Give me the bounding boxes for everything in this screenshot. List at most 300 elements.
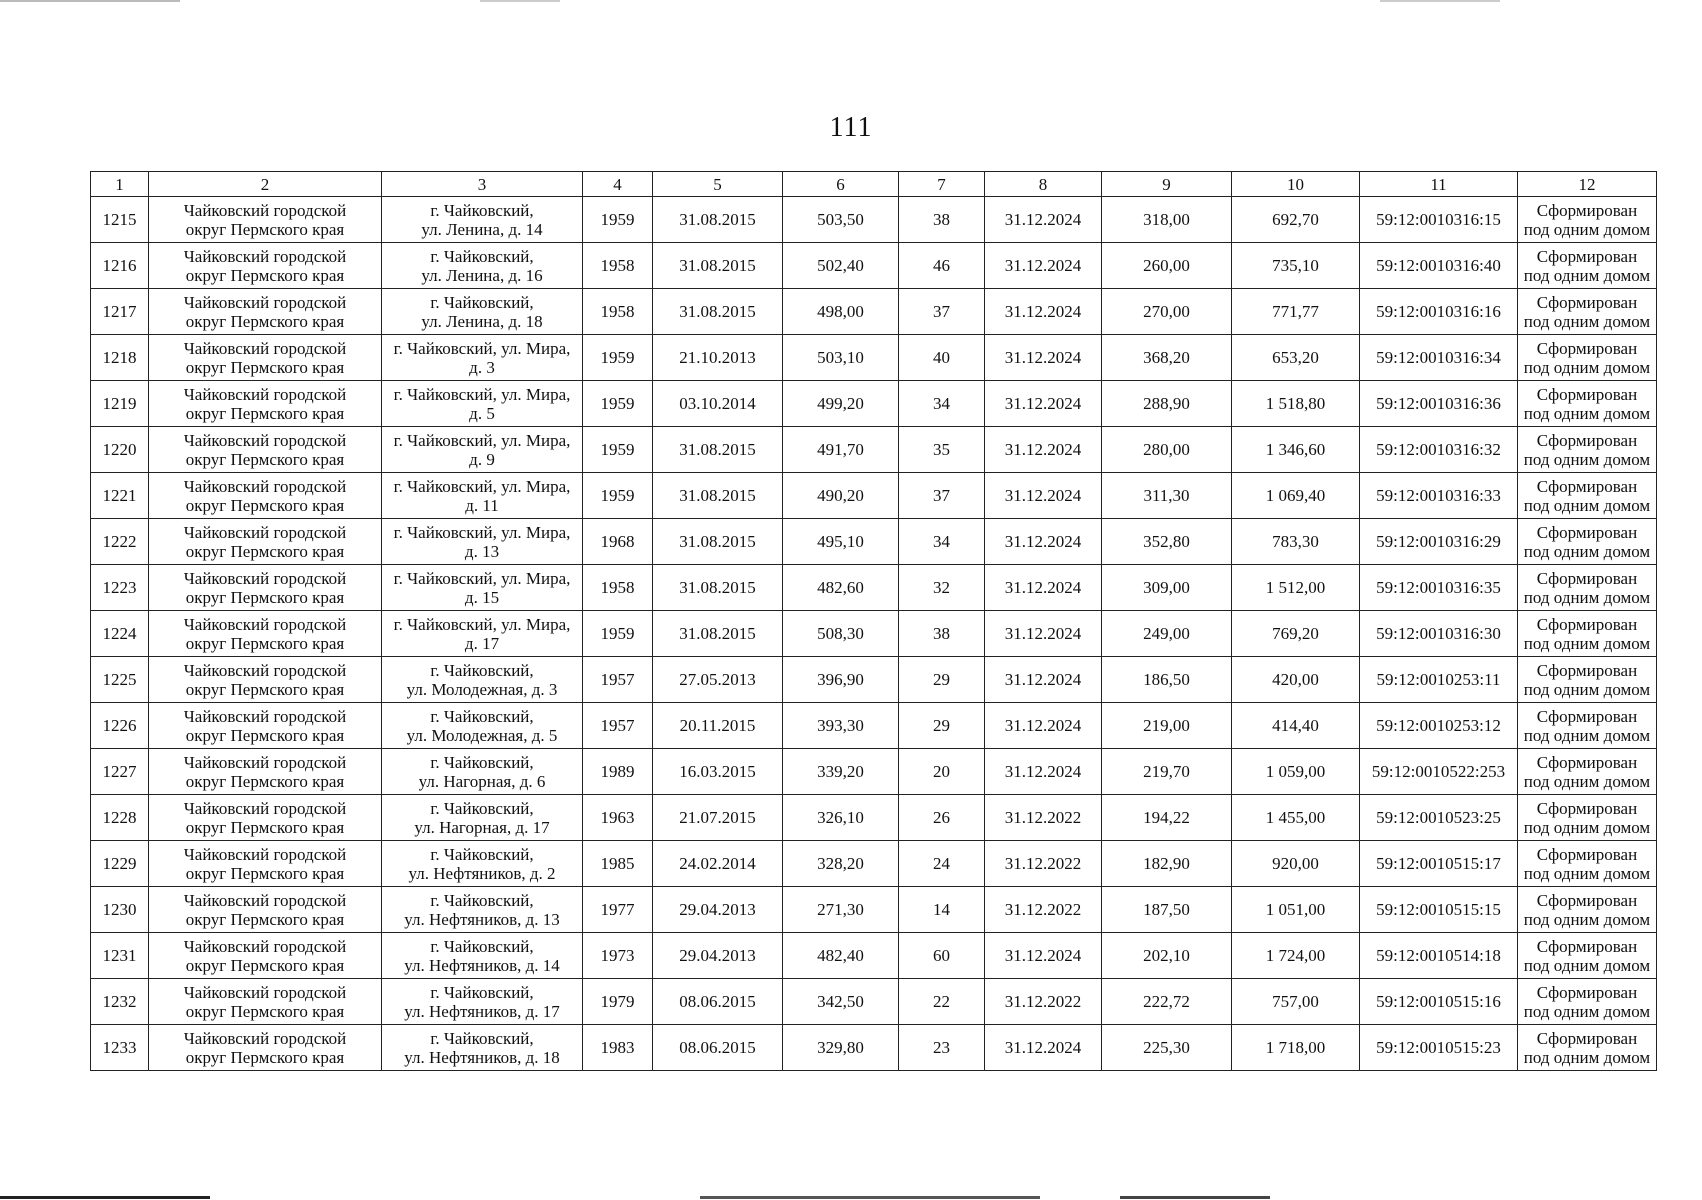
- cadastral-number-cell: 59:12:0010316:35: [1360, 565, 1518, 611]
- municipality-cell-line: округ Пермского края: [185, 633, 345, 653]
- column-number: 1: [91, 172, 149, 197]
- address-cell-line: ул. Молодежная, д. 3: [406, 679, 558, 699]
- column-number: 5: [653, 172, 783, 197]
- address-cell: [382, 473, 583, 519]
- value-cell: 368,20: [1102, 335, 1232, 381]
- count-cell: 35: [899, 427, 985, 473]
- table-row: [91, 243, 1657, 289]
- municipality-cell-line: округ Пермского края: [185, 863, 345, 883]
- deadline-cell: 31.12.2024: [985, 473, 1102, 519]
- cadastral-number-cell: 59:12:0010316:34: [1360, 335, 1518, 381]
- municipality-cell-line: Чайковский городской: [183, 982, 347, 1002]
- table-row: [91, 749, 1657, 795]
- status-cell-line: под одним домом: [1523, 725, 1651, 745]
- year-cell: 1959: [583, 611, 653, 657]
- row-number: 1220: [91, 427, 149, 473]
- address-cell: [382, 381, 583, 427]
- value-cell: 311,30: [1102, 473, 1232, 519]
- year-cell: 1959: [583, 381, 653, 427]
- count-cell: 14: [899, 887, 985, 933]
- municipality-cell-line: округ Пермского края: [185, 587, 345, 607]
- area-cell: 339,20: [783, 749, 899, 795]
- municipality-cell-line: округ Пермского края: [185, 219, 345, 239]
- municipality-cell-line: Чайковский городской: [183, 522, 347, 542]
- municipality-cell-line: округ Пермского края: [185, 771, 345, 791]
- cadastral-number-cell: 59:12:0010316:36: [1360, 381, 1518, 427]
- area-cell: 499,20: [783, 381, 899, 427]
- status-cell-line: Сформирован: [1536, 982, 1638, 1002]
- status-cell: [1518, 289, 1657, 335]
- municipality-cell-line: Чайковский городской: [183, 476, 347, 496]
- deadline-cell: 31.12.2024: [985, 335, 1102, 381]
- status-cell-line: под одним домом: [1523, 587, 1651, 607]
- municipality-cell: [149, 335, 382, 381]
- table-row: [91, 381, 1657, 427]
- status-cell: [1518, 1025, 1657, 1071]
- status-cell: [1518, 335, 1657, 381]
- area-cell: 329,80: [783, 1025, 899, 1071]
- cadastral-number-cell: 59:12:0010515:16: [1360, 979, 1518, 1025]
- address-cell-line: г. Чайковский, ул. Мира,: [393, 384, 571, 404]
- date-cell: 31.08.2015: [653, 473, 783, 519]
- municipality-cell-line: округ Пермского края: [185, 679, 345, 699]
- column-number: 7: [899, 172, 985, 197]
- value-cell: 186,50: [1102, 657, 1232, 703]
- land-area-cell: 1 051,00: [1232, 887, 1360, 933]
- address-cell-line: ул. Нефтяников, д. 17: [404, 1001, 560, 1021]
- address-cell-line: ул. Ленина, д. 16: [421, 265, 543, 285]
- status-cell-line: Сформирован: [1536, 522, 1638, 542]
- year-cell: 1973: [583, 933, 653, 979]
- column-number: 2: [149, 172, 382, 197]
- municipality-cell-line: Чайковский городской: [183, 752, 347, 772]
- row-number: 1215: [91, 197, 149, 243]
- status-cell-line: под одним домом: [1523, 955, 1651, 975]
- status-cell-line: Сформирован: [1536, 246, 1638, 266]
- table-row: [91, 611, 1657, 657]
- housing-register-table: [90, 171, 1657, 1071]
- land-area-cell: 735,10: [1232, 243, 1360, 289]
- status-cell-line: Сформирован: [1536, 338, 1638, 358]
- status-cell-line: Сформирован: [1536, 660, 1638, 680]
- status-cell-line: под одним домом: [1523, 1001, 1651, 1021]
- year-cell: 1958: [583, 243, 653, 289]
- land-area-cell: 757,00: [1232, 979, 1360, 1025]
- land-area-cell: 1 069,40: [1232, 473, 1360, 519]
- area-cell: 491,70: [783, 427, 899, 473]
- date-cell: 16.03.2015: [653, 749, 783, 795]
- municipality-cell-line: округ Пермского края: [185, 541, 345, 561]
- municipality-cell: [149, 427, 382, 473]
- year-cell: 1968: [583, 519, 653, 565]
- status-cell-line: Сформирован: [1536, 844, 1638, 864]
- area-cell: 482,40: [783, 933, 899, 979]
- land-area-cell: 420,00: [1232, 657, 1360, 703]
- municipality-cell-line: Чайковский городской: [183, 384, 347, 404]
- date-cell: 29.04.2013: [653, 887, 783, 933]
- address-cell-line: ул. Нефтяников, д. 2: [408, 863, 556, 883]
- cadastral-number-cell: 59:12:0010523:25: [1360, 795, 1518, 841]
- status-cell: [1518, 887, 1657, 933]
- column-number: 8: [985, 172, 1102, 197]
- deadline-cell: 31.12.2022: [985, 841, 1102, 887]
- municipality-cell-line: округ Пермского края: [185, 817, 345, 837]
- address-cell-line: ул. Молодежная, д. 5: [406, 725, 558, 745]
- deadline-cell: 31.12.2024: [985, 703, 1102, 749]
- address-cell-line: г. Чайковский,: [430, 200, 534, 220]
- status-cell-line: Сформирован: [1536, 614, 1638, 634]
- address-cell-line: ул. Ленина, д. 14: [421, 219, 543, 239]
- column-number: 9: [1102, 172, 1232, 197]
- year-cell: 1959: [583, 427, 653, 473]
- status-cell-line: под одним домом: [1523, 403, 1651, 423]
- land-area-cell: 1 455,00: [1232, 795, 1360, 841]
- count-cell: 34: [899, 381, 985, 427]
- status-cell-line: Сформирован: [1536, 568, 1638, 588]
- municipality-cell: [149, 933, 382, 979]
- year-cell: 1959: [583, 335, 653, 381]
- address-cell: [382, 657, 583, 703]
- municipality-cell-line: округ Пермского края: [185, 311, 345, 331]
- status-cell: [1518, 243, 1657, 289]
- date-cell: 21.10.2013: [653, 335, 783, 381]
- value-cell: 249,00: [1102, 611, 1232, 657]
- address-cell: [382, 611, 583, 657]
- column-number: 10: [1232, 172, 1360, 197]
- address-cell: [382, 1025, 583, 1071]
- municipality-cell: [149, 611, 382, 657]
- address-cell: [382, 427, 583, 473]
- row-number: 1233: [91, 1025, 149, 1071]
- municipality-cell: [149, 979, 382, 1025]
- status-cell-line: Сформирован: [1536, 430, 1638, 450]
- value-cell: 219,00: [1102, 703, 1232, 749]
- address-cell: [382, 565, 583, 611]
- municipality-cell-line: округ Пермского края: [185, 725, 345, 745]
- municipality-cell-line: округ Пермского края: [185, 1047, 345, 1067]
- year-cell: 1983: [583, 1025, 653, 1071]
- address-cell-line: ул. Нагорная, д. 17: [414, 817, 550, 837]
- area-cell: 328,20: [783, 841, 899, 887]
- status-cell-line: под одним домом: [1523, 679, 1651, 699]
- deadline-cell: 31.12.2024: [985, 565, 1102, 611]
- status-cell-line: Сформирован: [1536, 706, 1638, 726]
- land-area-cell: 1 512,00: [1232, 565, 1360, 611]
- date-cell: 24.02.2014: [653, 841, 783, 887]
- area-cell: 508,30: [783, 611, 899, 657]
- column-number: 6: [783, 172, 899, 197]
- cadastral-number-cell: 59:12:0010522:253: [1360, 749, 1518, 795]
- count-cell: 29: [899, 657, 985, 703]
- date-cell: 27.05.2013: [653, 657, 783, 703]
- table-row: [91, 565, 1657, 611]
- municipality-cell-line: Чайковский городской: [183, 660, 347, 680]
- value-cell: 194,22: [1102, 795, 1232, 841]
- column-number: 3: [382, 172, 583, 197]
- cadastral-number-cell: 59:12:0010316:15: [1360, 197, 1518, 243]
- municipality-cell-line: округ Пермского края: [185, 955, 345, 975]
- cadastral-number-cell: 59:12:0010515:23: [1360, 1025, 1518, 1071]
- municipality-cell-line: Чайковский городской: [183, 1028, 347, 1048]
- status-cell-line: Сформирован: [1536, 752, 1638, 772]
- row-number: 1221: [91, 473, 149, 519]
- table-row: [91, 289, 1657, 335]
- municipality-cell-line: Чайковский городской: [183, 844, 347, 864]
- cadastral-number-cell: 59:12:0010316:16: [1360, 289, 1518, 335]
- value-cell: 352,80: [1102, 519, 1232, 565]
- land-area-cell: 414,40: [1232, 703, 1360, 749]
- area-cell: 396,90: [783, 657, 899, 703]
- municipality-cell-line: Чайковский городской: [183, 292, 347, 312]
- year-cell: 1957: [583, 703, 653, 749]
- deadline-cell: 31.12.2024: [985, 197, 1102, 243]
- count-cell: 37: [899, 473, 985, 519]
- address-cell-line: д. 11: [465, 495, 499, 515]
- status-cell-line: под одним домом: [1523, 265, 1651, 285]
- date-cell: 31.08.2015: [653, 243, 783, 289]
- status-cell-line: под одним домом: [1523, 817, 1651, 837]
- row-number: 1223: [91, 565, 149, 611]
- address-cell-line: д. 3: [469, 357, 495, 377]
- year-cell: 1989: [583, 749, 653, 795]
- year-cell: 1979: [583, 979, 653, 1025]
- date-cell: 20.11.2015: [653, 703, 783, 749]
- address-cell-line: д. 5: [469, 403, 495, 423]
- status-cell-line: под одним домом: [1523, 449, 1651, 469]
- area-cell: 490,20: [783, 473, 899, 519]
- municipality-cell-line: округ Пермского края: [185, 357, 345, 377]
- table-row: [91, 197, 1657, 243]
- address-cell-line: г. Чайковский,: [430, 1028, 534, 1048]
- status-cell-line: под одним домом: [1523, 771, 1651, 791]
- municipality-cell-line: округ Пермского края: [185, 1001, 345, 1021]
- address-cell-line: г. Чайковский,: [430, 936, 534, 956]
- municipality-cell: [149, 887, 382, 933]
- area-cell: 503,50: [783, 197, 899, 243]
- date-cell: 31.08.2015: [653, 565, 783, 611]
- table-row: [91, 519, 1657, 565]
- municipality-cell-line: Чайковский городской: [183, 200, 347, 220]
- date-cell: 31.08.2015: [653, 197, 783, 243]
- date-cell: 31.08.2015: [653, 611, 783, 657]
- year-cell: 1958: [583, 565, 653, 611]
- row-number: 1216: [91, 243, 149, 289]
- row-number: 1231: [91, 933, 149, 979]
- status-cell-line: под одним домом: [1523, 219, 1651, 239]
- land-area-cell: 1 059,00: [1232, 749, 1360, 795]
- municipality-cell-line: Чайковский городской: [183, 614, 347, 634]
- value-cell: 318,00: [1102, 197, 1232, 243]
- address-cell-line: г. Чайковский, ул. Мира,: [393, 430, 571, 450]
- date-cell: 03.10.2014: [653, 381, 783, 427]
- municipality-cell-line: округ Пермского края: [185, 495, 345, 515]
- date-cell: 31.08.2015: [653, 289, 783, 335]
- address-cell: [382, 243, 583, 289]
- address-cell-line: д. 9: [469, 449, 495, 469]
- count-cell: 60: [899, 933, 985, 979]
- municipality-cell: [149, 1025, 382, 1071]
- status-cell-line: под одним домом: [1523, 357, 1651, 377]
- table-row: [91, 887, 1657, 933]
- value-cell: 187,50: [1102, 887, 1232, 933]
- count-cell: 32: [899, 565, 985, 611]
- cadastral-number-cell: 59:12:0010253:12: [1360, 703, 1518, 749]
- address-cell: [382, 519, 583, 565]
- cadastral-number-cell: 59:12:0010316:30: [1360, 611, 1518, 657]
- address-cell: [382, 197, 583, 243]
- date-cell: 29.04.2013: [653, 933, 783, 979]
- value-cell: 225,30: [1102, 1025, 1232, 1071]
- value-cell: 219,70: [1102, 749, 1232, 795]
- status-cell-line: Сформирован: [1536, 936, 1638, 956]
- municipality-cell: [149, 841, 382, 887]
- address-cell-line: ул. Нефтяников, д. 14: [404, 955, 560, 975]
- value-cell: 309,00: [1102, 565, 1232, 611]
- count-cell: 29: [899, 703, 985, 749]
- municipality-cell-line: Чайковский городской: [183, 246, 347, 266]
- page-number: 111: [829, 112, 873, 143]
- status-cell: [1518, 841, 1657, 887]
- row-number: 1227: [91, 749, 149, 795]
- municipality-cell: [149, 473, 382, 519]
- area-cell: 495,10: [783, 519, 899, 565]
- row-number: 1226: [91, 703, 149, 749]
- count-cell: 23: [899, 1025, 985, 1071]
- value-cell: 202,10: [1102, 933, 1232, 979]
- count-cell: 24: [899, 841, 985, 887]
- municipality-cell-line: Чайковский городской: [183, 706, 347, 726]
- status-cell-line: под одним домом: [1523, 863, 1651, 883]
- municipality-cell-line: округ Пермского края: [185, 265, 345, 285]
- address-cell: [382, 335, 583, 381]
- deadline-cell: 31.12.2022: [985, 979, 1102, 1025]
- status-cell-line: Сформирован: [1536, 384, 1638, 404]
- cadastral-number-cell: 59:12:0010316:33: [1360, 473, 1518, 519]
- status-cell-line: под одним домом: [1523, 311, 1651, 331]
- area-cell: 502,40: [783, 243, 899, 289]
- value-cell: 260,00: [1102, 243, 1232, 289]
- status-cell-line: Сформирован: [1536, 1028, 1638, 1048]
- cadastral-number-cell: 59:12:0010515:17: [1360, 841, 1518, 887]
- table-row: [91, 427, 1657, 473]
- municipality-cell: [149, 565, 382, 611]
- scan-edge-bottom: [0, 1196, 1702, 1199]
- address-cell: [382, 841, 583, 887]
- land-area-cell: 771,77: [1232, 289, 1360, 335]
- deadline-cell: 31.12.2024: [985, 519, 1102, 565]
- address-cell-line: ул. Нефтяников, д. 13: [404, 909, 560, 929]
- date-cell: 08.06.2015: [653, 979, 783, 1025]
- address-cell-line: г. Чайковский,: [430, 890, 534, 910]
- municipality-cell-line: Чайковский городской: [183, 568, 347, 588]
- municipality-cell: [149, 381, 382, 427]
- row-number: 1224: [91, 611, 149, 657]
- table-row: [91, 979, 1657, 1025]
- address-cell-line: г. Чайковский,: [430, 706, 534, 726]
- address-cell: [382, 749, 583, 795]
- cadastral-number-cell: 59:12:0010316:29: [1360, 519, 1518, 565]
- status-cell: [1518, 749, 1657, 795]
- status-cell: [1518, 519, 1657, 565]
- municipality-cell: [149, 289, 382, 335]
- year-cell: 1958: [583, 289, 653, 335]
- status-cell: [1518, 933, 1657, 979]
- status-cell-line: Сформирован: [1536, 292, 1638, 312]
- count-cell: 22: [899, 979, 985, 1025]
- area-cell: 326,10: [783, 795, 899, 841]
- count-cell: 38: [899, 611, 985, 657]
- deadline-cell: 31.12.2024: [985, 611, 1102, 657]
- deadline-cell: 31.12.2022: [985, 887, 1102, 933]
- status-cell: [1518, 473, 1657, 519]
- table-row: [91, 335, 1657, 381]
- address-cell-line: г. Чайковский,: [430, 844, 534, 864]
- status-cell: [1518, 197, 1657, 243]
- deadline-cell: 31.12.2024: [985, 1025, 1102, 1071]
- count-cell: 37: [899, 289, 985, 335]
- table-row: [91, 841, 1657, 887]
- row-number: 1232: [91, 979, 149, 1025]
- area-cell: 342,50: [783, 979, 899, 1025]
- status-cell-line: под одним домом: [1523, 541, 1651, 561]
- status-cell-line: под одним домом: [1523, 909, 1651, 929]
- municipality-cell-line: Чайковский городской: [183, 338, 347, 358]
- year-cell: 1963: [583, 795, 653, 841]
- land-area-cell: 1 346,60: [1232, 427, 1360, 473]
- row-number: 1229: [91, 841, 149, 887]
- municipality-cell: [149, 197, 382, 243]
- row-number: 1219: [91, 381, 149, 427]
- status-cell-line: Сформирован: [1536, 890, 1638, 910]
- row-number: 1228: [91, 795, 149, 841]
- municipality-cell: [149, 519, 382, 565]
- address-cell-line: г. Чайковский, ул. Мира,: [393, 522, 571, 542]
- municipality-cell-line: округ Пермского края: [185, 449, 345, 469]
- address-cell: [382, 795, 583, 841]
- status-cell-line: Сформирован: [1536, 798, 1638, 818]
- municipality-cell-line: Чайковский городской: [183, 890, 347, 910]
- column-number: 12: [1518, 172, 1657, 197]
- area-cell: 503,10: [783, 335, 899, 381]
- address-cell-line: г. Чайковский, ул. Мира,: [393, 476, 571, 496]
- deadline-cell: 31.12.2024: [985, 289, 1102, 335]
- date-cell: 31.08.2015: [653, 427, 783, 473]
- address-cell-line: г. Чайковский,: [430, 660, 534, 680]
- area-cell: 271,30: [783, 887, 899, 933]
- address-cell: [382, 703, 583, 749]
- land-area-cell: 769,20: [1232, 611, 1360, 657]
- row-number: 1230: [91, 887, 149, 933]
- value-cell: 182,90: [1102, 841, 1232, 887]
- deadline-cell: 31.12.2022: [985, 795, 1102, 841]
- table-row: [91, 795, 1657, 841]
- year-cell: 1959: [583, 473, 653, 519]
- status-cell: [1518, 381, 1657, 427]
- address-cell-line: г. Чайковский, ул. Мира,: [393, 614, 571, 634]
- cadastral-number-cell: 59:12:0010514:18: [1360, 933, 1518, 979]
- value-cell: 280,00: [1102, 427, 1232, 473]
- count-cell: 40: [899, 335, 985, 381]
- year-cell: 1985: [583, 841, 653, 887]
- address-cell-line: ул. Нефтяников, д. 18: [404, 1047, 560, 1067]
- date-cell: 21.07.2015: [653, 795, 783, 841]
- status-cell: [1518, 703, 1657, 749]
- address-cell: [382, 887, 583, 933]
- cadastral-number-cell: 59:12:0010316:32: [1360, 427, 1518, 473]
- land-area-cell: 1 518,80: [1232, 381, 1360, 427]
- municipality-cell: [149, 795, 382, 841]
- year-cell: 1957: [583, 657, 653, 703]
